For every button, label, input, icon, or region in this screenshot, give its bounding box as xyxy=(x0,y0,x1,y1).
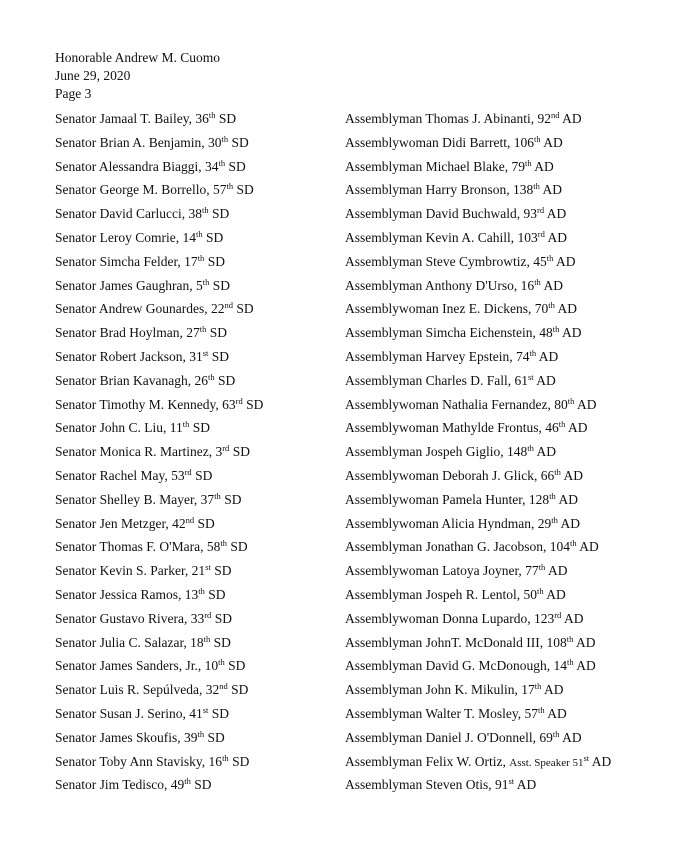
ordinal-suffix: th xyxy=(218,157,226,168)
district-type: AD xyxy=(544,206,567,222)
member-name: Assemblyman David Buchwald, 93 xyxy=(345,206,537,222)
ordinal-suffix: th xyxy=(551,514,558,525)
assembly-member-row xyxy=(345,419,611,443)
member-name: Assemblyman Simcha Eichenstein, 48 xyxy=(345,325,553,341)
member-name: Senator Brian Kavanagh, 26 xyxy=(55,372,208,388)
member-name: Assemblyman Steven Otis, 91 xyxy=(345,777,509,793)
district-type: AD xyxy=(576,539,599,555)
ordinal-suffix: rd xyxy=(537,228,545,239)
ordinal-suffix: st xyxy=(508,776,515,787)
ordinal-suffix: rd xyxy=(536,205,545,216)
ordinal-suffix: th xyxy=(207,371,215,382)
district-type: SD xyxy=(226,539,248,555)
member-name: Assemblywoman Didi Barrett, 106 xyxy=(345,134,534,150)
member-name: Assemblyman Charles D. Fall, 61 xyxy=(345,372,528,388)
assembly-member-row xyxy=(345,729,611,753)
senator-row xyxy=(55,110,263,134)
district-type: AD xyxy=(541,682,564,698)
assembly-member-row xyxy=(345,610,611,634)
assembly-member-row xyxy=(345,467,611,491)
member-name: Senator Gustavo Rivera, 33 xyxy=(55,610,205,626)
district-type: AD xyxy=(536,348,559,364)
senator-row xyxy=(55,205,263,229)
district-type: AD xyxy=(553,253,576,269)
assembly-member-row xyxy=(345,205,611,229)
district-type: SD xyxy=(204,729,225,745)
member-name: Senator Julia C. Salazar, 18 xyxy=(55,634,204,650)
district-type: SD xyxy=(191,467,213,483)
assembly-member-row xyxy=(345,705,611,729)
ordinal-suffix: th xyxy=(533,181,540,192)
member-name: Senator Luis R. Sepúlveda, 32 xyxy=(55,682,220,698)
ordinal-suffix: nd xyxy=(219,681,228,692)
district-type: AD xyxy=(554,301,577,317)
senator-row xyxy=(55,753,263,777)
ordinal-suffix: th xyxy=(208,110,216,120)
member-name: Senator Toby Ann Stavisky, 16 xyxy=(55,753,223,769)
district-type: AD xyxy=(540,134,563,150)
senator-row xyxy=(55,158,263,182)
district-type: SD xyxy=(232,301,254,317)
member-name: Senator Susan J. Serino, 41 xyxy=(55,705,203,721)
ordinal-suffix: th xyxy=(549,490,556,501)
member-name: Senator Jessica Ramos, 13 xyxy=(55,586,199,602)
district-type: SD xyxy=(242,396,264,412)
ordinal-suffix: th xyxy=(537,585,544,596)
district-type: AD xyxy=(545,563,568,579)
ordinal-suffix: th xyxy=(220,538,227,549)
ordinal-suffix: th xyxy=(184,776,191,787)
assembly-member-row xyxy=(345,253,611,277)
member-name: Assemblyman Walter T. Mosley, 57 xyxy=(345,705,539,721)
senator-row xyxy=(55,681,263,705)
assembly-member-row xyxy=(345,753,611,777)
senator-row xyxy=(55,729,263,753)
ordinal-suffix: th xyxy=(197,728,205,739)
date-line: June 29, 2020 xyxy=(55,68,131,83)
member-name: Assemblywoman Alicia Hyndman, 29 xyxy=(345,515,552,531)
senator-row xyxy=(55,134,263,158)
ordinal-suffix: th xyxy=(529,347,537,358)
member-name: Assemblywoman Pamela Hunter, 128 xyxy=(345,491,550,507)
ordinal-suffix: th xyxy=(214,490,221,501)
ordinal-suffix: th xyxy=(546,252,554,263)
member-name: Assemblyman Daniel J. O'Donnell, 69 xyxy=(345,729,553,745)
senator-row xyxy=(55,396,263,420)
member-name: Assemblyman Jospeh R. Lentol, 50 xyxy=(345,586,537,602)
district-type: AD xyxy=(559,111,582,126)
member-name: Senator Alessandra Biaggi, 34 xyxy=(55,158,219,174)
district-type: SD xyxy=(204,253,225,269)
member-name: Assemblyman Harry Bronson, 138 xyxy=(345,182,534,198)
member-name: Assemblyman Jospeh Giglio, 148 xyxy=(345,444,528,460)
letter-header xyxy=(55,49,220,103)
ordinal-suffix: th xyxy=(202,276,210,287)
member-title: Asst. Speaker 51 xyxy=(509,756,584,769)
member-name: Senator Shelley B. Mayer, 37 xyxy=(55,491,215,507)
member-name: Senator John C. Liu, 11 xyxy=(55,420,183,436)
ordinal-suffix: th xyxy=(534,276,541,287)
member-name: Assemblywoman Deborah J. Glick, 66 xyxy=(345,467,555,483)
senator-row xyxy=(55,634,263,658)
ordinal-suffix: th xyxy=(226,181,234,192)
district-type: AD xyxy=(514,777,537,793)
ordinal-suffix: rd xyxy=(184,466,192,477)
district-type: SD xyxy=(194,515,215,531)
member-name: Assemblyman Michael Blake, 79 xyxy=(345,158,525,174)
senator-row xyxy=(55,657,263,681)
district-type: SD xyxy=(228,753,250,769)
ordinal-suffix: th xyxy=(566,633,574,644)
senator-row xyxy=(55,277,263,301)
ordinal-suffix: th xyxy=(524,157,532,168)
senator-row xyxy=(55,419,263,443)
assembly-member-row xyxy=(345,134,611,158)
district-type: SD xyxy=(225,158,246,174)
member-name: Senator James Skoufis, 39 xyxy=(55,729,198,745)
district-type: AD xyxy=(539,182,562,198)
district-type: AD xyxy=(555,491,578,507)
ordinal-suffix: th xyxy=(201,205,209,216)
ordinal-suffix: th xyxy=(197,252,205,263)
ordinal-suffix: th xyxy=(534,681,542,692)
district-type: SD xyxy=(206,325,227,341)
district-type: SD xyxy=(208,348,230,364)
ordinal-suffix: nd xyxy=(224,300,233,311)
member-name: Assemblyman Thomas J. Abinanti, 92 xyxy=(345,111,551,126)
district-type: AD xyxy=(561,610,584,626)
ordinal-suffix: th xyxy=(218,657,225,668)
senator-row xyxy=(55,705,263,729)
ordinal-suffix: th xyxy=(527,443,534,454)
ordinal-suffix: rd xyxy=(222,443,230,454)
assembly-member-row xyxy=(345,586,611,610)
member-name: Senator Robert Jackson, 31 xyxy=(55,348,203,364)
district-type: SD xyxy=(189,420,211,436)
member-name: Assemblywoman Donna Lupardo, 123 xyxy=(345,610,555,626)
district-type: SD xyxy=(204,586,226,602)
member-name: Assemblywoman Inez E. Dickens, 70 xyxy=(345,301,549,317)
district-type: SD xyxy=(233,182,254,198)
assembly-member-row xyxy=(345,443,611,467)
district-type: AD xyxy=(560,467,583,483)
senator-row xyxy=(55,300,263,324)
district-type: SD xyxy=(224,658,246,674)
ordinal-suffix: th xyxy=(566,657,574,668)
assembly-member-row xyxy=(345,634,611,658)
district-type: AD xyxy=(559,729,582,745)
district-type: AD xyxy=(540,277,563,293)
assembly-member-row xyxy=(345,681,611,705)
member-name: Assemblyman Steve Cymbrowtiz, 45 xyxy=(345,253,547,269)
assembly-member-row xyxy=(345,229,611,253)
ordinal-suffix: th xyxy=(554,466,561,477)
ordinal-suffix: th xyxy=(538,704,545,715)
district-type: SD xyxy=(210,563,232,579)
district-type: SD xyxy=(190,777,212,793)
district-type: SD xyxy=(227,682,249,698)
senator-row xyxy=(55,324,263,348)
district-type: AD xyxy=(574,396,597,412)
assembly-member-row xyxy=(345,538,611,562)
district-type: SD xyxy=(229,444,250,460)
member-name: Assemblywoman Nathalia Fernandez, 80 xyxy=(345,396,568,412)
assembly-member-row xyxy=(345,300,611,324)
member-name: Assemblywoman Latoya Joyner, 77 xyxy=(345,563,539,579)
ordinal-suffix: st xyxy=(527,371,534,382)
member-name: Senator Jen Metzger, 42 xyxy=(55,515,186,531)
senator-row xyxy=(55,586,263,610)
member-name: Senator Kevin S. Parker, 21 xyxy=(55,563,206,579)
member-name: Assemblywoman Mathylde Frontus, 46 xyxy=(345,420,559,436)
assembly-member-row xyxy=(345,396,611,420)
member-name: Senator James Gaughran, 5 xyxy=(55,277,203,293)
ordinal-suffix: th xyxy=(222,752,229,763)
member-name: Senator James Sanders, Jr., 10 xyxy=(55,658,219,674)
assembly-member-row xyxy=(345,372,611,396)
district-type: SD xyxy=(208,206,230,222)
district-type: AD xyxy=(531,158,554,174)
ordinal-suffix: th xyxy=(567,395,575,406)
member-name: Assemblyman Anthony D'Urso, 16 xyxy=(345,277,535,293)
ordinal-suffix: th xyxy=(199,324,207,335)
district-type: AD xyxy=(557,515,580,531)
district-type: AD xyxy=(544,705,567,721)
district-type: AD xyxy=(565,420,588,436)
ordinal-suffix: rd xyxy=(235,395,243,406)
ordinal-suffix: st xyxy=(205,562,211,573)
ordinal-suffix: nd xyxy=(551,110,560,120)
assembly-member-row xyxy=(345,515,611,539)
ordinal-suffix: th xyxy=(548,300,555,311)
district-type: AD xyxy=(543,586,566,602)
member-name: Senator Simcha Felder, 17 xyxy=(55,253,198,269)
senators-column xyxy=(55,110,263,800)
member-name: Assemblyman John K. Mikulin, 17 xyxy=(345,682,535,698)
member-name: Assemblyman JohnT. McDonald III, 108 xyxy=(345,634,567,650)
ordinal-suffix: rd xyxy=(204,609,212,620)
senator-row xyxy=(55,610,263,634)
ordinal-suffix: th xyxy=(203,633,211,644)
ordinal-suffix: nd xyxy=(185,514,195,525)
member-name: Assemblyman Felix W. Ortiz, xyxy=(345,753,510,769)
member-name: Senator George M. Borrello, 57 xyxy=(55,182,227,198)
member-name: Senator Brian A. Benjamin, 30 xyxy=(55,134,222,150)
assembly-member-row xyxy=(345,181,611,205)
member-name: Senator Leroy Comrie, 14 xyxy=(55,229,196,245)
district-type: SD xyxy=(211,610,232,626)
district-type: SD xyxy=(214,372,236,388)
district-type: AD xyxy=(533,444,557,460)
senator-row xyxy=(55,776,263,800)
assembly-member-row xyxy=(345,348,611,372)
district-type: SD xyxy=(220,491,242,507)
ordinal-suffix: th xyxy=(221,133,229,144)
ordinal-suffix: th xyxy=(198,585,205,596)
senator-row xyxy=(55,467,263,491)
member-name: Senator Brad Hoylman, 27 xyxy=(55,325,200,341)
ordinal-suffix: th xyxy=(182,419,190,430)
district-type: AD xyxy=(589,753,612,769)
district-type: SD xyxy=(228,134,249,150)
senator-row xyxy=(55,348,263,372)
member-name: Assemblyman Kevin A. Cahill, 103 xyxy=(345,229,538,245)
member-name: Senator Timothy M. Kennedy, 63 xyxy=(55,396,236,412)
senator-row xyxy=(55,372,263,396)
senator-row xyxy=(55,181,263,205)
district-type: AD xyxy=(533,372,556,388)
assembly-member-row xyxy=(345,277,611,301)
ordinal-suffix: th xyxy=(552,324,560,335)
assembly-member-row xyxy=(345,324,611,348)
member-name: Senator Rachel May, 53 xyxy=(55,467,185,483)
assembly-member-row xyxy=(345,158,611,182)
senator-row xyxy=(55,229,263,253)
senator-row xyxy=(55,538,263,562)
ordinal-suffix: th xyxy=(538,562,546,573)
member-name: Senator Jim Tedisco, 49 xyxy=(55,777,185,793)
ordinal-suffix: th xyxy=(533,133,541,144)
district-type: SD xyxy=(215,111,237,126)
district-type: SD xyxy=(209,277,230,293)
senator-row xyxy=(55,562,263,586)
district-type: SD xyxy=(202,229,224,245)
page-number: Page 3 xyxy=(55,86,92,101)
member-name: Senator David Carlucci, 38 xyxy=(55,206,202,222)
assembly-member-row xyxy=(345,657,611,681)
member-name: Senator Monica R. Martinez, 3 xyxy=(55,444,223,460)
ordinal-suffix: st xyxy=(202,704,209,715)
member-name: Senator Jamaal T. Bailey, 36 xyxy=(55,111,209,126)
member-name: Assemblyman Harvey Epstein, 74 xyxy=(345,348,530,364)
district-type: SD xyxy=(208,705,230,721)
member-name: Assemblyman Jonathan G. Jacobson, 104 xyxy=(345,539,570,555)
ordinal-suffix: th xyxy=(552,728,560,739)
district-type: AD xyxy=(573,634,596,650)
ordinal-suffix: th xyxy=(558,419,566,430)
assembly-member-row xyxy=(345,562,611,586)
ordinal-suffix: rd xyxy=(554,609,562,620)
member-name: Senator Thomas F. O'Mara, 58 xyxy=(55,539,221,555)
senator-row xyxy=(55,491,263,515)
senator-row xyxy=(55,443,263,467)
district-type: AD xyxy=(559,325,582,341)
ordinal-suffix: th xyxy=(569,538,577,549)
district-type: AD xyxy=(544,229,567,245)
assembly-member-row xyxy=(345,491,611,515)
ordinal-suffix: st xyxy=(202,347,209,358)
assembly-member-row xyxy=(345,110,611,134)
ordinal-suffix: st xyxy=(583,752,590,763)
ordinal-suffix: th xyxy=(195,228,203,239)
district-type: SD xyxy=(210,634,231,650)
recipient-line: Honorable Andrew M. Cuomo xyxy=(55,50,220,65)
district-type: AD xyxy=(573,658,596,674)
senator-row xyxy=(55,253,263,277)
member-name: Assemblyman David G. McDonough, 14 xyxy=(345,658,567,674)
assembly-members-column xyxy=(345,110,611,800)
member-name: Senator Andrew Gounardes, 22 xyxy=(55,301,225,317)
assembly-member-row xyxy=(345,776,611,800)
senator-row xyxy=(55,515,263,539)
